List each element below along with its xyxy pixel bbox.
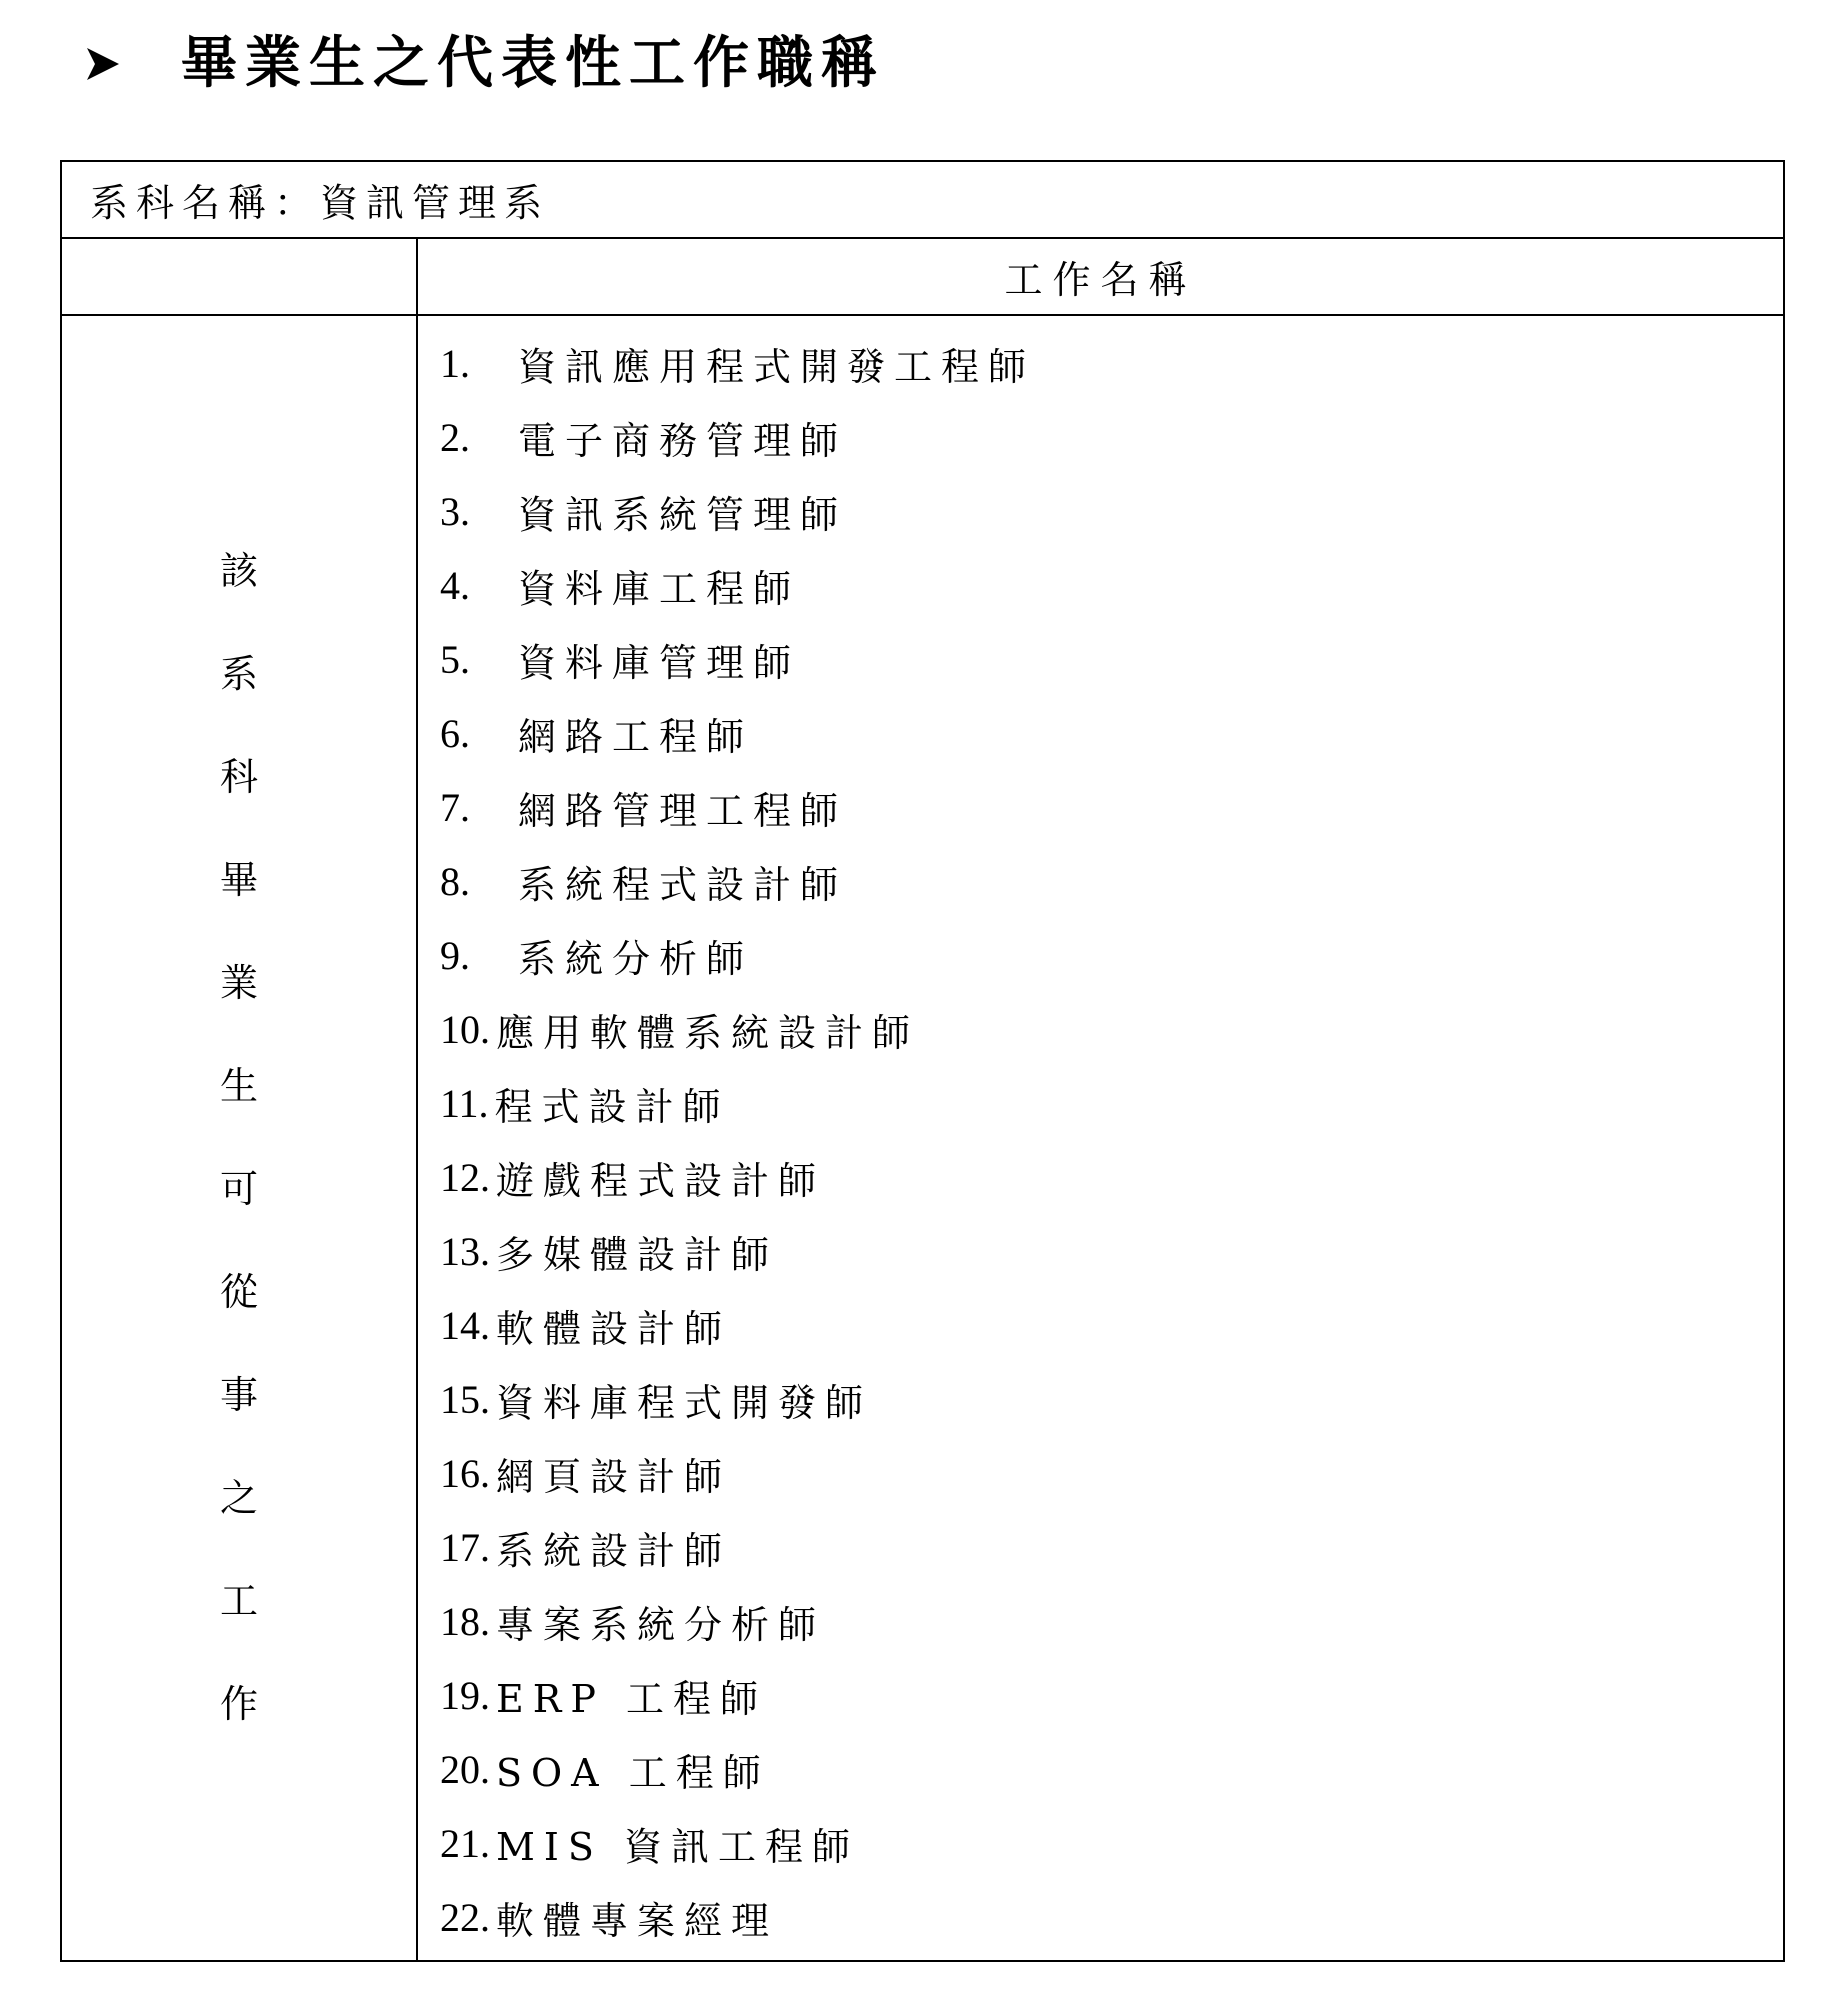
header-empty-cell [61, 238, 417, 315]
page-title: 畢業生之代表性工作職稱 [181, 31, 885, 96]
list-item-number: 9. [440, 932, 470, 978]
side-label-char: 之 [219, 1476, 258, 1520]
list-item-label: 遊戲程式設計師 [496, 1158, 826, 1203]
list-item-label: 專案系統分析師 [496, 1602, 826, 1647]
side-label-char: 該 [219, 549, 258, 593]
side-label-char: 生 [219, 1064, 258, 1108]
list-item-label: 網路工程師 [518, 714, 754, 759]
list-item-number: 19. [440, 1672, 490, 1718]
list-item-label: 系統分析師 [518, 936, 754, 981]
list-item [440, 1066, 1783, 1140]
list-item-number: 21. [440, 1820, 490, 1866]
list-item-label: 軟體設計師 [496, 1306, 732, 1351]
list-item-number: 1. [440, 340, 470, 386]
list-item [440, 992, 1783, 1066]
list-item-number: 4. [440, 562, 470, 608]
list-item [440, 474, 1783, 548]
job-list-cell [417, 315, 1784, 1961]
list-item-label: 電子商務管理師 [518, 418, 848, 463]
list-item [440, 918, 1783, 992]
list-item [440, 400, 1783, 474]
list-item [440, 1510, 1783, 1584]
list-item-number: 18. [440, 1598, 490, 1644]
side-label-char: 可 [219, 1167, 258, 1211]
side-label-char: 業 [219, 961, 258, 1005]
department-name: 系科名稱：資訊管理系 [61, 161, 1784, 238]
list-item [440, 1658, 1783, 1732]
list-item-label: ERP 工程師 [496, 1676, 767, 1721]
list-item-label: 多媒體設計師 [496, 1232, 779, 1277]
list-item-label: 資訊系統管理師 [518, 492, 848, 537]
list-item-number: 11. [440, 1080, 489, 1126]
list-item-label: 資料庫工程師 [518, 566, 801, 611]
list-item-label: 軟體專案經理 [496, 1898, 779, 1943]
list-item [440, 1214, 1783, 1288]
list-item [440, 1732, 1783, 1806]
job-titles-table [60, 160, 1785, 1962]
job-name-header: 工作名稱 [417, 238, 1784, 315]
list-item-number: 13. [440, 1228, 490, 1274]
list-item [440, 1288, 1783, 1362]
list-item-label: 應用軟體系統設計師 [496, 1010, 920, 1055]
side-label-char: 事 [219, 1373, 258, 1417]
list-item-number: 2. [440, 414, 470, 460]
list-item-number: 3. [440, 488, 470, 534]
list-item-number: 15. [440, 1376, 490, 1422]
list-item-number: 10. [440, 1006, 490, 1052]
list-item-number: 16. [440, 1450, 490, 1496]
list-item-number: 20. [440, 1746, 490, 1792]
list-item-number: 12. [440, 1154, 490, 1200]
list-item [440, 696, 1783, 770]
list-item-label: 系統設計師 [496, 1528, 732, 1573]
list-item [440, 622, 1783, 696]
side-label-cell [61, 315, 417, 1961]
list-item-label: 系統程式設計師 [518, 862, 848, 907]
list-item-number: 17. [440, 1524, 490, 1570]
list-item-label: 網路管理工程師 [518, 788, 848, 833]
list-item-number: 22. [440, 1894, 490, 1940]
side-label-char: 作 [219, 1682, 258, 1726]
list-item-label: 程式設計師 [494, 1084, 730, 1129]
side-label-vertical-text [220, 520, 258, 1756]
list-item-number: 8. [440, 858, 470, 904]
list-item-number: 6. [440, 710, 470, 756]
body-row [61, 315, 1784, 1961]
side-label-char: 系 [219, 652, 258, 696]
list-item-label: 資料庫管理師 [518, 640, 801, 685]
list-item-number: 7. [440, 784, 470, 830]
list-item [440, 326, 1783, 400]
list-item [440, 548, 1783, 622]
list-item [440, 844, 1783, 918]
list-item-label: 資料庫程式開發師 [496, 1380, 873, 1425]
department-row [61, 161, 1784, 238]
side-label-char: 畢 [219, 858, 258, 902]
list-item-label: SOA 工程師 [496, 1750, 770, 1795]
job-list [440, 326, 1783, 1954]
section-heading [85, 28, 885, 100]
list-item [440, 1140, 1783, 1214]
header-row [61, 238, 1784, 315]
list-item-number: 14. [440, 1302, 490, 1348]
list-item-label: MIS 資訊工程師 [496, 1824, 860, 1869]
list-item [440, 1436, 1783, 1510]
side-label-char: 從 [219, 1270, 258, 1314]
list-item [440, 1584, 1783, 1658]
list-item [440, 1362, 1783, 1436]
list-item [440, 770, 1783, 844]
list-item [440, 1880, 1783, 1954]
side-label-char: 工 [219, 1579, 258, 1623]
list-item [440, 1806, 1783, 1880]
arrowhead-right-icon [85, 46, 121, 82]
list-item-label: 資訊應用程式開發工程師 [518, 344, 1036, 389]
list-item-number: 5. [440, 636, 470, 682]
list-item-label: 網頁設計師 [496, 1454, 732, 1499]
side-label-char: 科 [219, 755, 258, 799]
